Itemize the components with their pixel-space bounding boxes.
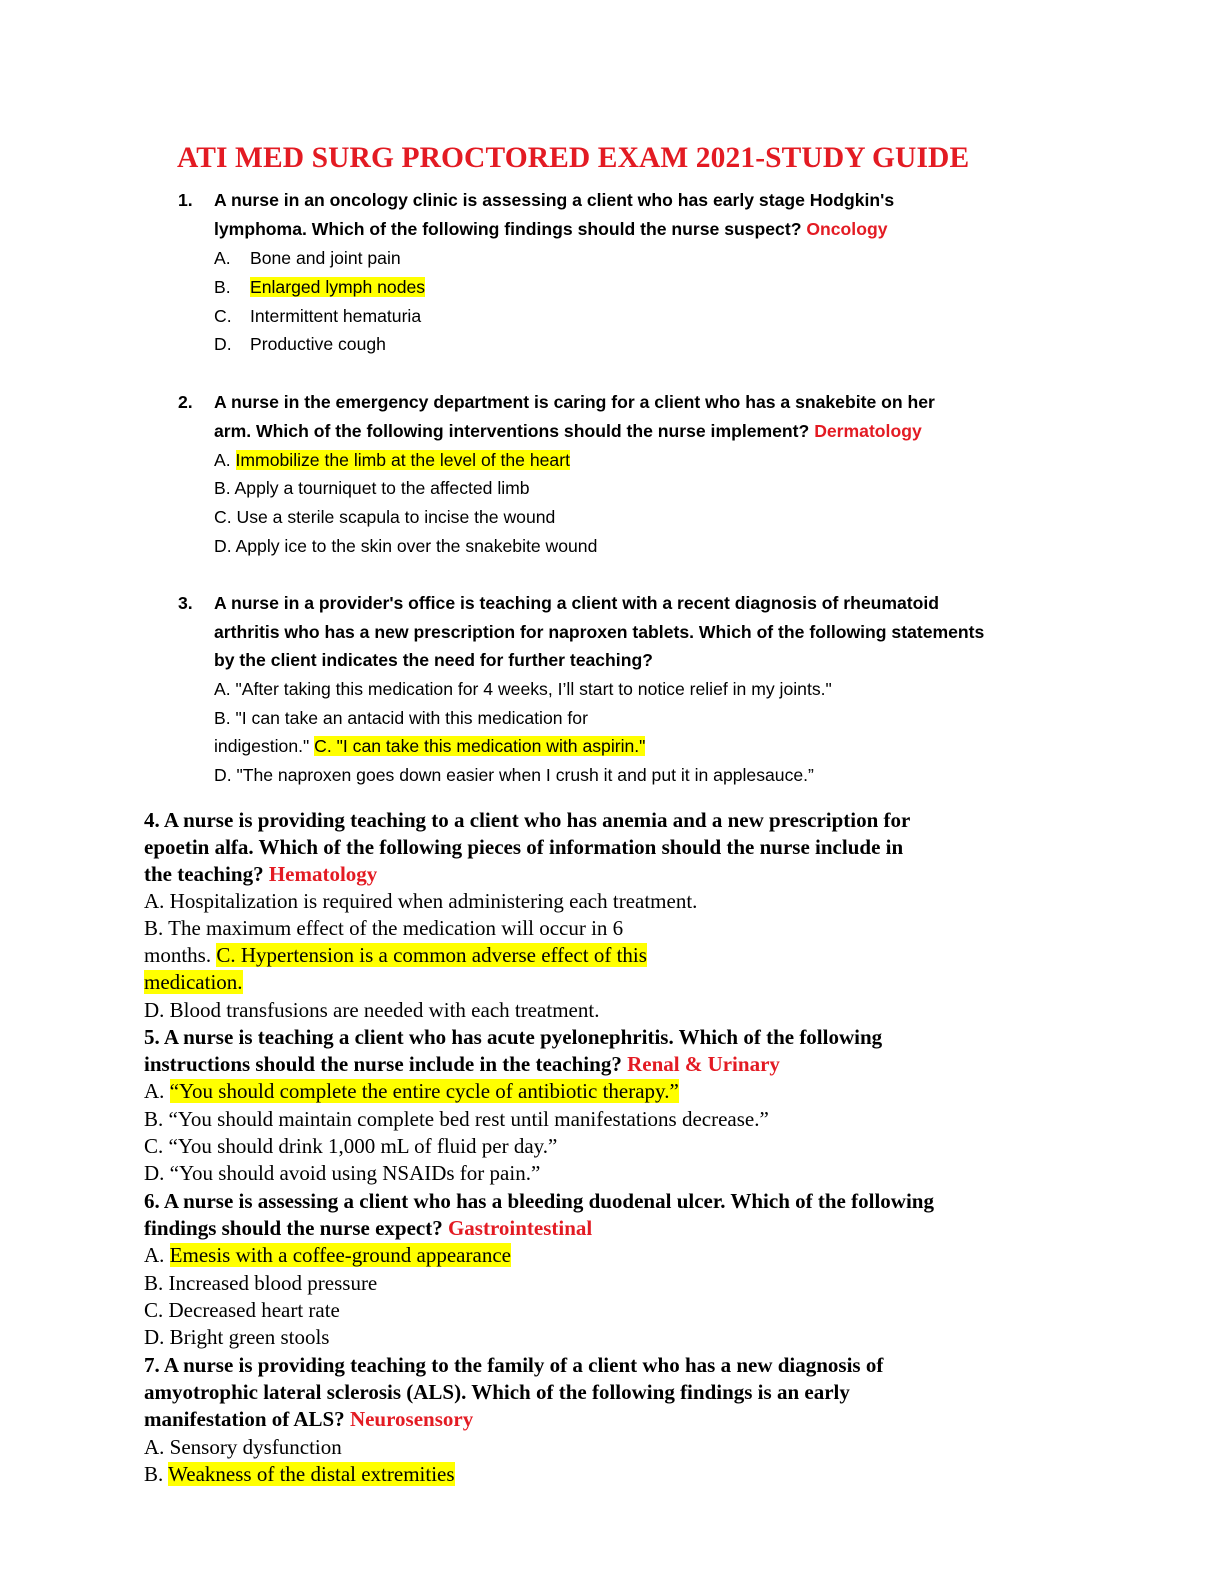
- question-number: 3.: [178, 593, 193, 613]
- answer-option-correct: indigestion." C. "I can take this medication with aspirin.": [214, 736, 646, 756]
- answer-option: D. Bright green stools: [144, 1325, 330, 1349]
- answer-option: B. “You should maintain complete bed rest until manifestations decrease.”: [144, 1107, 769, 1131]
- question-stem-line: epoetin alfa. Which of the following pieces of information should the nurse include in: [144, 835, 904, 859]
- question-stem-line: amyotrophic lateral sclerosis (ALS). Which of the following findings is an early: [144, 1380, 850, 1404]
- answer-option: D. Blood transfusions are needed with each treatment.: [144, 998, 600, 1022]
- question-stem-line: the teaching? Hematology: [144, 862, 378, 886]
- answer-option: B. The maximum effect of the medication will occur in 6: [144, 916, 624, 940]
- category-label: Dermatology: [814, 420, 922, 441]
- answer-option: D. "The naproxen goes down easier when I crush it and put it in applesauce.”: [214, 765, 814, 785]
- answer-option-correct: months. C. Hypertension is a common adverse effect of this: [144, 943, 647, 967]
- question-stem-line: 6. A nurse is assessing a client who has a bleeding duodenal ulcer. Which of the following: [144, 1189, 934, 1213]
- category-label: Hematology: [268, 862, 378, 886]
- answer-option: C. “You should drink 1,000 mL of fluid per day.”: [144, 1134, 558, 1158]
- question-number: 2.: [178, 392, 193, 412]
- category-label: Gastrointestinal: [447, 1216, 593, 1240]
- question-stem-line: lymphoma. Which of the following findings should the nurse suspect?: [214, 218, 802, 239]
- page-title: ATI MED SURG PROCTORED EXAM 2021-STUDY GUIDE: [177, 142, 970, 174]
- category-label: Neurosensory: [349, 1407, 474, 1431]
- answer-option: B. Increased blood pressure: [144, 1271, 378, 1295]
- answer-option-correct: B. Enlarged lymph nodes: [214, 277, 426, 297]
- category-label: Oncology: [806, 218, 888, 239]
- answer-option: B. Apply a tourniquet to the affected limb: [214, 478, 530, 498]
- question-stem-line: manifestation of ALS? Neurosensory: [144, 1407, 474, 1431]
- category-label: Renal & Urinary: [627, 1052, 780, 1076]
- question-stem-line: instructions should the nurse include in the teaching? Renal & Urinary: [144, 1052, 780, 1076]
- answer-option: A. "After taking this medication for 4 weeks, I’ll start to notice relief in my joints.": [214, 679, 832, 699]
- answer-option: A. Bone and joint pain: [214, 248, 401, 268]
- answer-option: A. Hospitalization is required when administering each treatment.: [144, 889, 698, 913]
- answer-option: A. Sensory dysfunction: [144, 1435, 342, 1459]
- question-stem-line: 4. A nurse is providing teaching to a client who has anemia and a new prescription for: [144, 808, 911, 832]
- answer-option: C. Decreased heart rate: [144, 1298, 340, 1322]
- question-stem-line: arthritis who has a new prescription for naproxen tablets. Which of the following statements: [214, 621, 985, 642]
- question-stem-line: arm. Which of the following interventions should the nurse implement?: [214, 420, 810, 441]
- question-stem-line: 5. A nurse is teaching a client who has acute pyelonephritis. Which of the following: [144, 1025, 883, 1049]
- question-stem-line: 7. A nurse is providing teaching to the family of a client who has a new diagnosis of: [144, 1353, 884, 1377]
- answer-option-correct: B. Weakness of the distal extremities: [144, 1462, 455, 1486]
- answer-option-correct: A. Immobilize the limb at the level of the heart: [214, 450, 570, 470]
- question-stem-line: by the client indicates the need for further teaching?: [214, 650, 653, 671]
- answer-option-correct: A. Emesis with a coffee-ground appearance: [144, 1243, 511, 1267]
- answer-option: C. Use a sterile scapula to incise the wound: [214, 507, 556, 527]
- question-stem-line: A nurse in a provider's office is teaching a client with a recent diagnosis of rheumatoid: [214, 593, 940, 613]
- question-stem-line: findings should the nurse expect? Gastrointestinal: [144, 1216, 593, 1240]
- answer-option-correct-cont: medication.: [144, 970, 243, 994]
- answer-option: D. Productive cough: [214, 334, 386, 354]
- answer-option: D. Apply ice to the skin over the snakebite wound: [214, 536, 598, 556]
- question-stem-line: A nurse in the emergency department is caring for a client who has a snakebite on her: [214, 392, 935, 412]
- answer-option-correct: A. “You should complete the entire cycle of antibiotic therapy.”: [144, 1079, 679, 1103]
- answer-option: D. “You should avoid using NSAIDs for pain.”: [144, 1161, 541, 1185]
- answer-option: B. "I can take an antacid with this medication for: [214, 708, 588, 728]
- question-number: 1.: [178, 190, 193, 210]
- answer-option: C. Intermittent hematuria: [214, 306, 422, 326]
- question-stem-line: A nurse in an oncology clinic is assessing a client who has early stage Hodgkin's: [214, 190, 895, 210]
